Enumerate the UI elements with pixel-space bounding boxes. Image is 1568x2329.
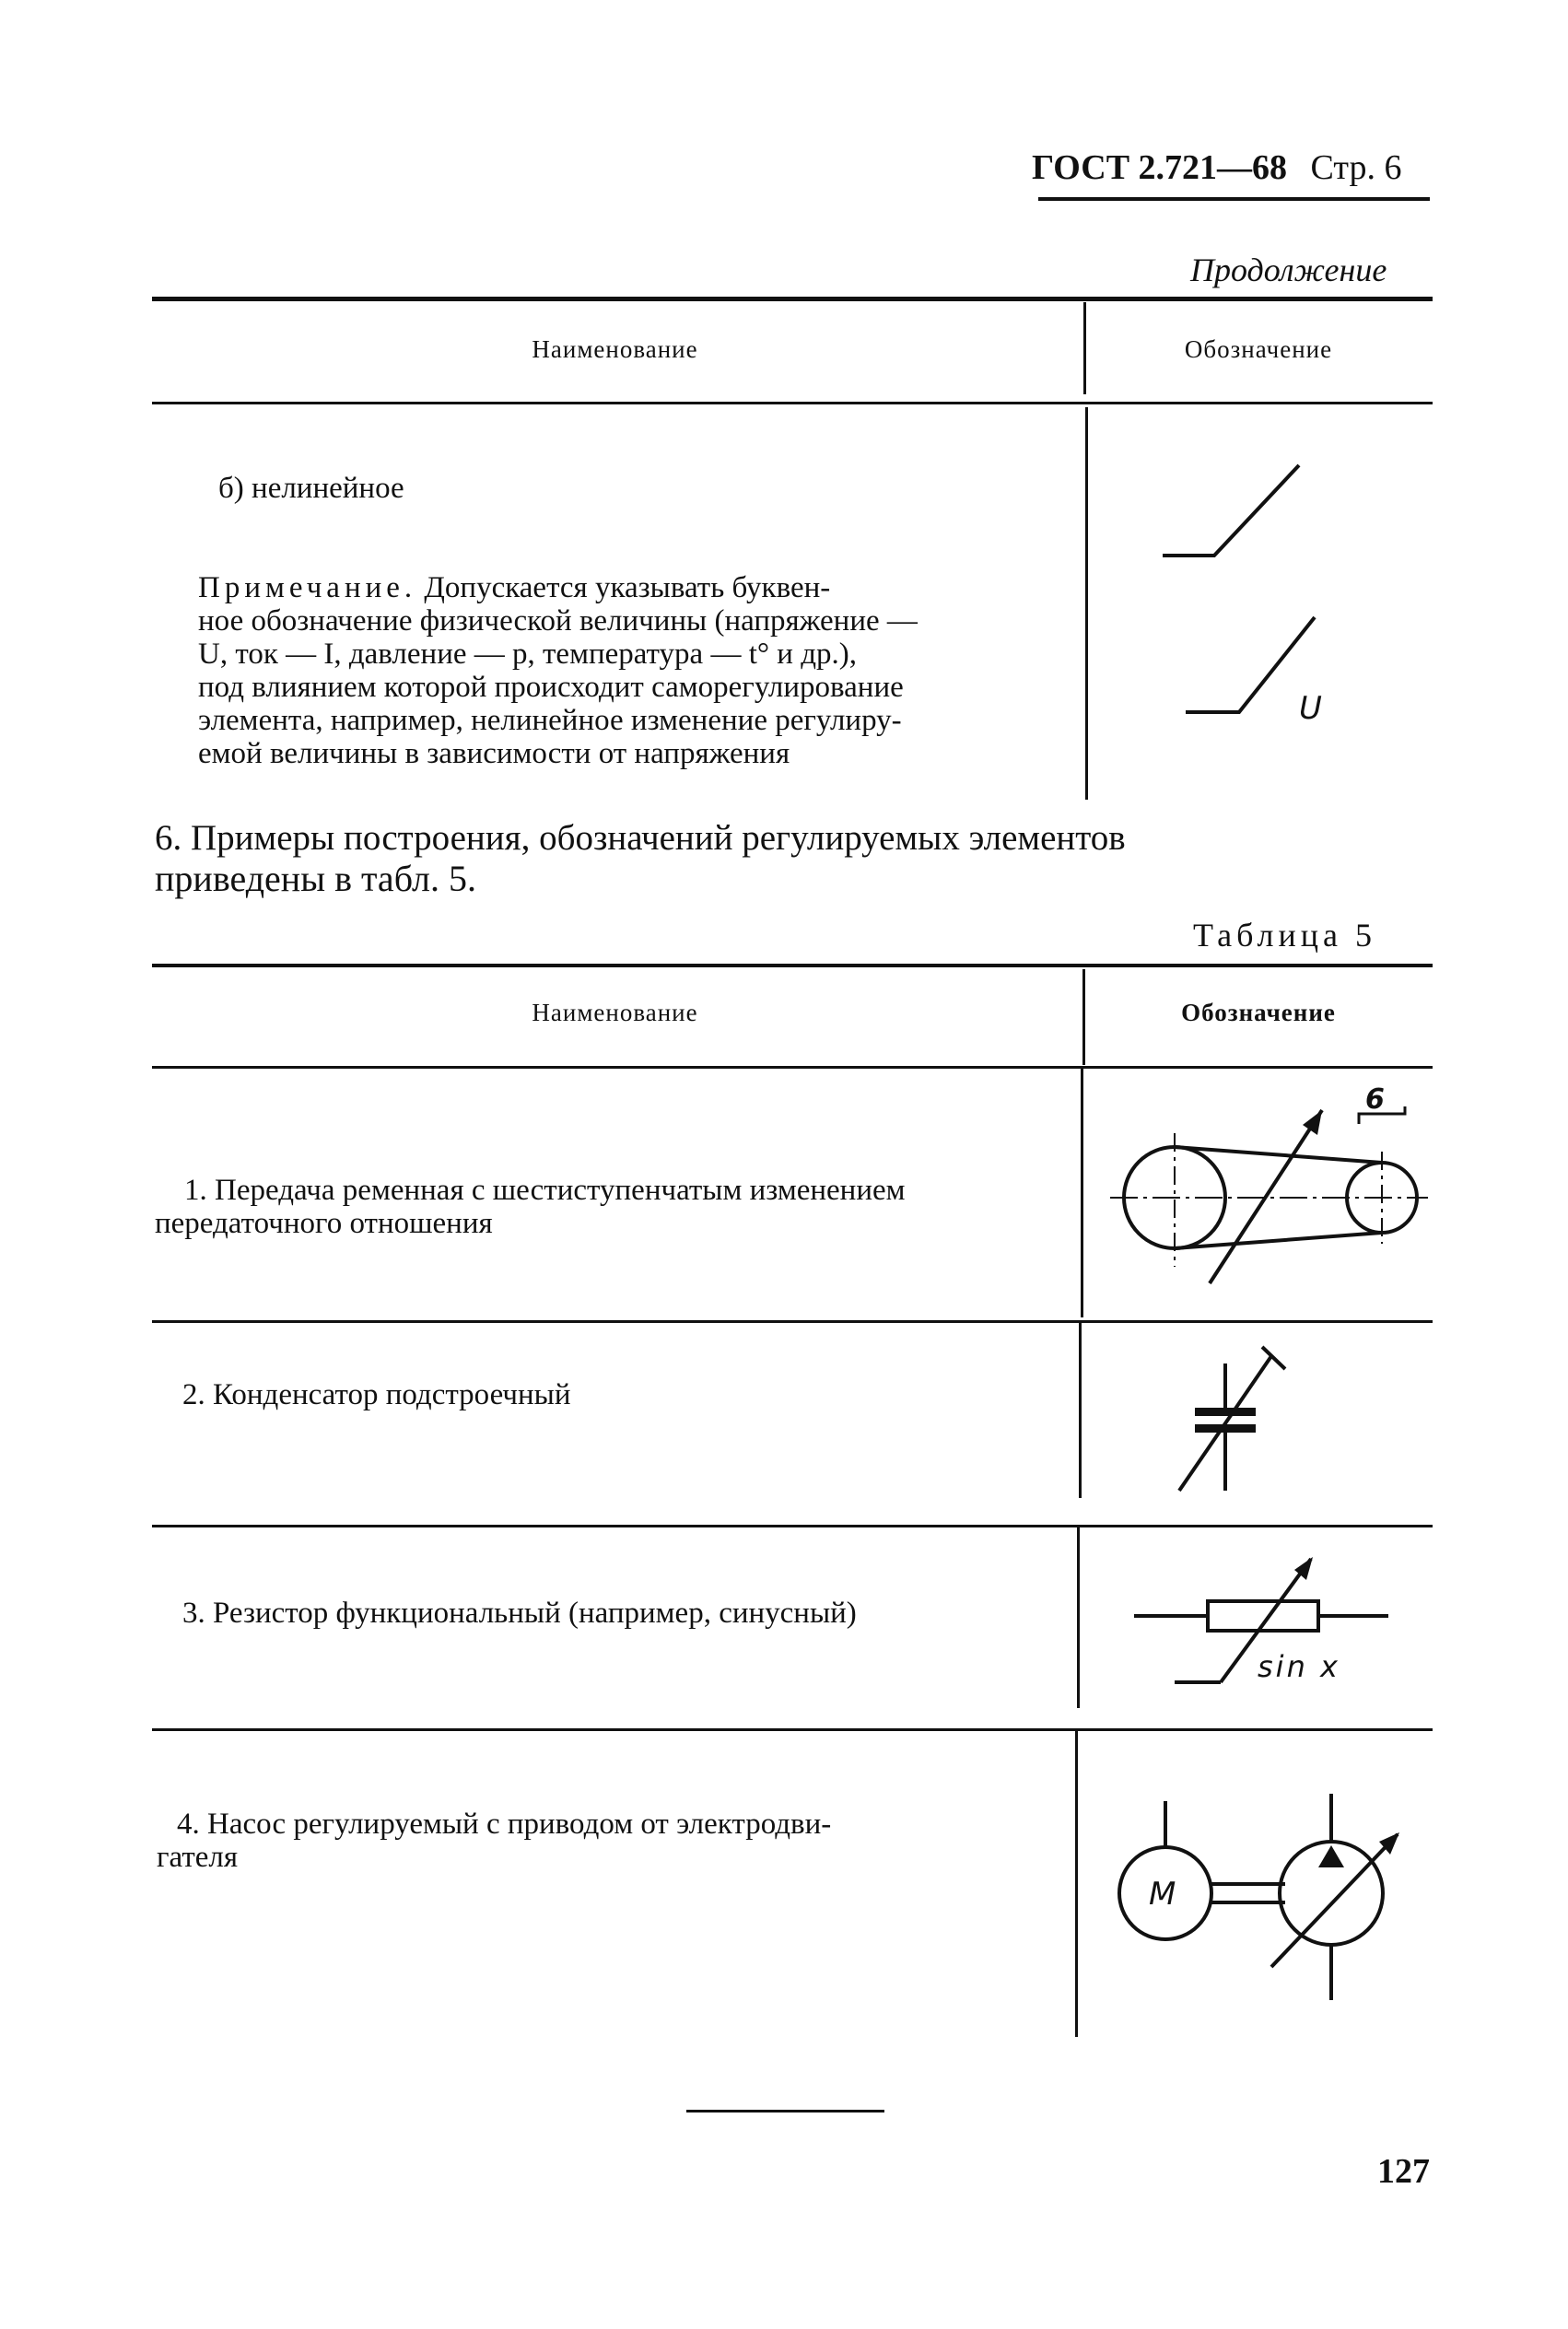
table2-header-rule — [152, 1066, 1433, 1069]
row4-divider — [1075, 1731, 1078, 2037]
row1-line-1: 1. Передача ременная с шестиступенчатым изменением — [184, 1174, 906, 1207]
symbol-letter: U — [1299, 690, 1322, 727]
table2-col-divider-header — [1082, 969, 1085, 1065]
row1-rule — [152, 1320, 1433, 1323]
table2-top-rule — [152, 964, 1433, 967]
row4-line-1: 4. Насос регулируемый с приводом от электродви- — [177, 1808, 832, 1841]
footer-rule — [686, 2110, 884, 2112]
paragraph-6 — [155, 818, 1435, 899]
table1-col-symbol: Обозначение — [1184, 335, 1333, 363]
table1-top-rule — [152, 297, 1433, 301]
row2-name: 2. Конденсатор подстроечный — [182, 1378, 571, 1411]
table1-note — [198, 571, 1046, 770]
table1-col-divider — [1083, 302, 1086, 394]
steps-label: 6 — [1365, 1083, 1385, 1116]
row3-divider — [1077, 1527, 1080, 1708]
note-text-0: Допускается указывать буквен- — [416, 571, 831, 604]
row1-line-2: передаточного отношения — [155, 1207, 493, 1240]
belt-drive-symbol — [1101, 1083, 1433, 1294]
note-line-2: U, ток — I, давление — p, температура — t° и др.), — [198, 638, 857, 671]
page-header — [1032, 147, 1401, 188]
row3-rule — [152, 1728, 1433, 1731]
row1-name — [155, 1174, 906, 1240]
note-line-4: элемента, например, нелинейное изменение регулиру- — [198, 704, 902, 737]
row4-line-2: гателя — [157, 1841, 239, 1874]
table1-header-rule — [152, 402, 1433, 404]
note-line-0 — [198, 571, 1046, 604]
pump-motor-symbol — [1101, 1783, 1433, 2031]
note-line-1: ное обозначение физической величины (напряжение — — [198, 604, 918, 638]
continuation-label: Продолжение — [1190, 252, 1387, 288]
note-line-3: под влиянием которой происходит саморегулирование — [198, 671, 904, 704]
nonlinear-symbol — [1161, 451, 1327, 571]
table2-caption: Таблица 5 — [1193, 917, 1376, 954]
table1-row-label: б) нелинейное — [218, 472, 404, 505]
row1-divider — [1081, 1069, 1083, 1317]
function-label: sin x — [1258, 1649, 1340, 1684]
note-line-5: емой величины в зависимости от напряжения — [198, 737, 790, 770]
functional-resistor-symbol — [1129, 1548, 1405, 1704]
page-label: Стр. 6 — [1310, 148, 1402, 187]
note-word: Примечание. — [198, 571, 417, 604]
row4-name — [157, 1808, 831, 1874]
page-number: 127 — [1377, 2152, 1430, 2191]
paragraph-line-1: 6. Примеры построения, обозначений регулируемых элементов — [155, 818, 1126, 858]
paragraph-line-2: приведены в табл. 5. — [155, 858, 477, 899]
row2-divider — [1079, 1323, 1082, 1498]
table1-col-divider-body — [1085, 407, 1088, 800]
table2-col-symbol: Обозначение — [1181, 999, 1336, 1026]
motor-label: M — [1149, 1876, 1176, 1913]
row3-name: 3. Резистор функциональный (например, синусный) — [182, 1597, 857, 1630]
trimmer-capacitor-symbol — [1152, 1336, 1317, 1502]
nonlinear-symbol-with-letter — [1184, 608, 1331, 728]
standard-number: ГОСТ 2.721—68 — [1032, 148, 1288, 187]
table1-col-name: Наименование — [532, 335, 698, 363]
header-underline — [1038, 197, 1430, 201]
row2-rule — [152, 1525, 1433, 1527]
table2-col-name: Наименование — [532, 999, 698, 1026]
